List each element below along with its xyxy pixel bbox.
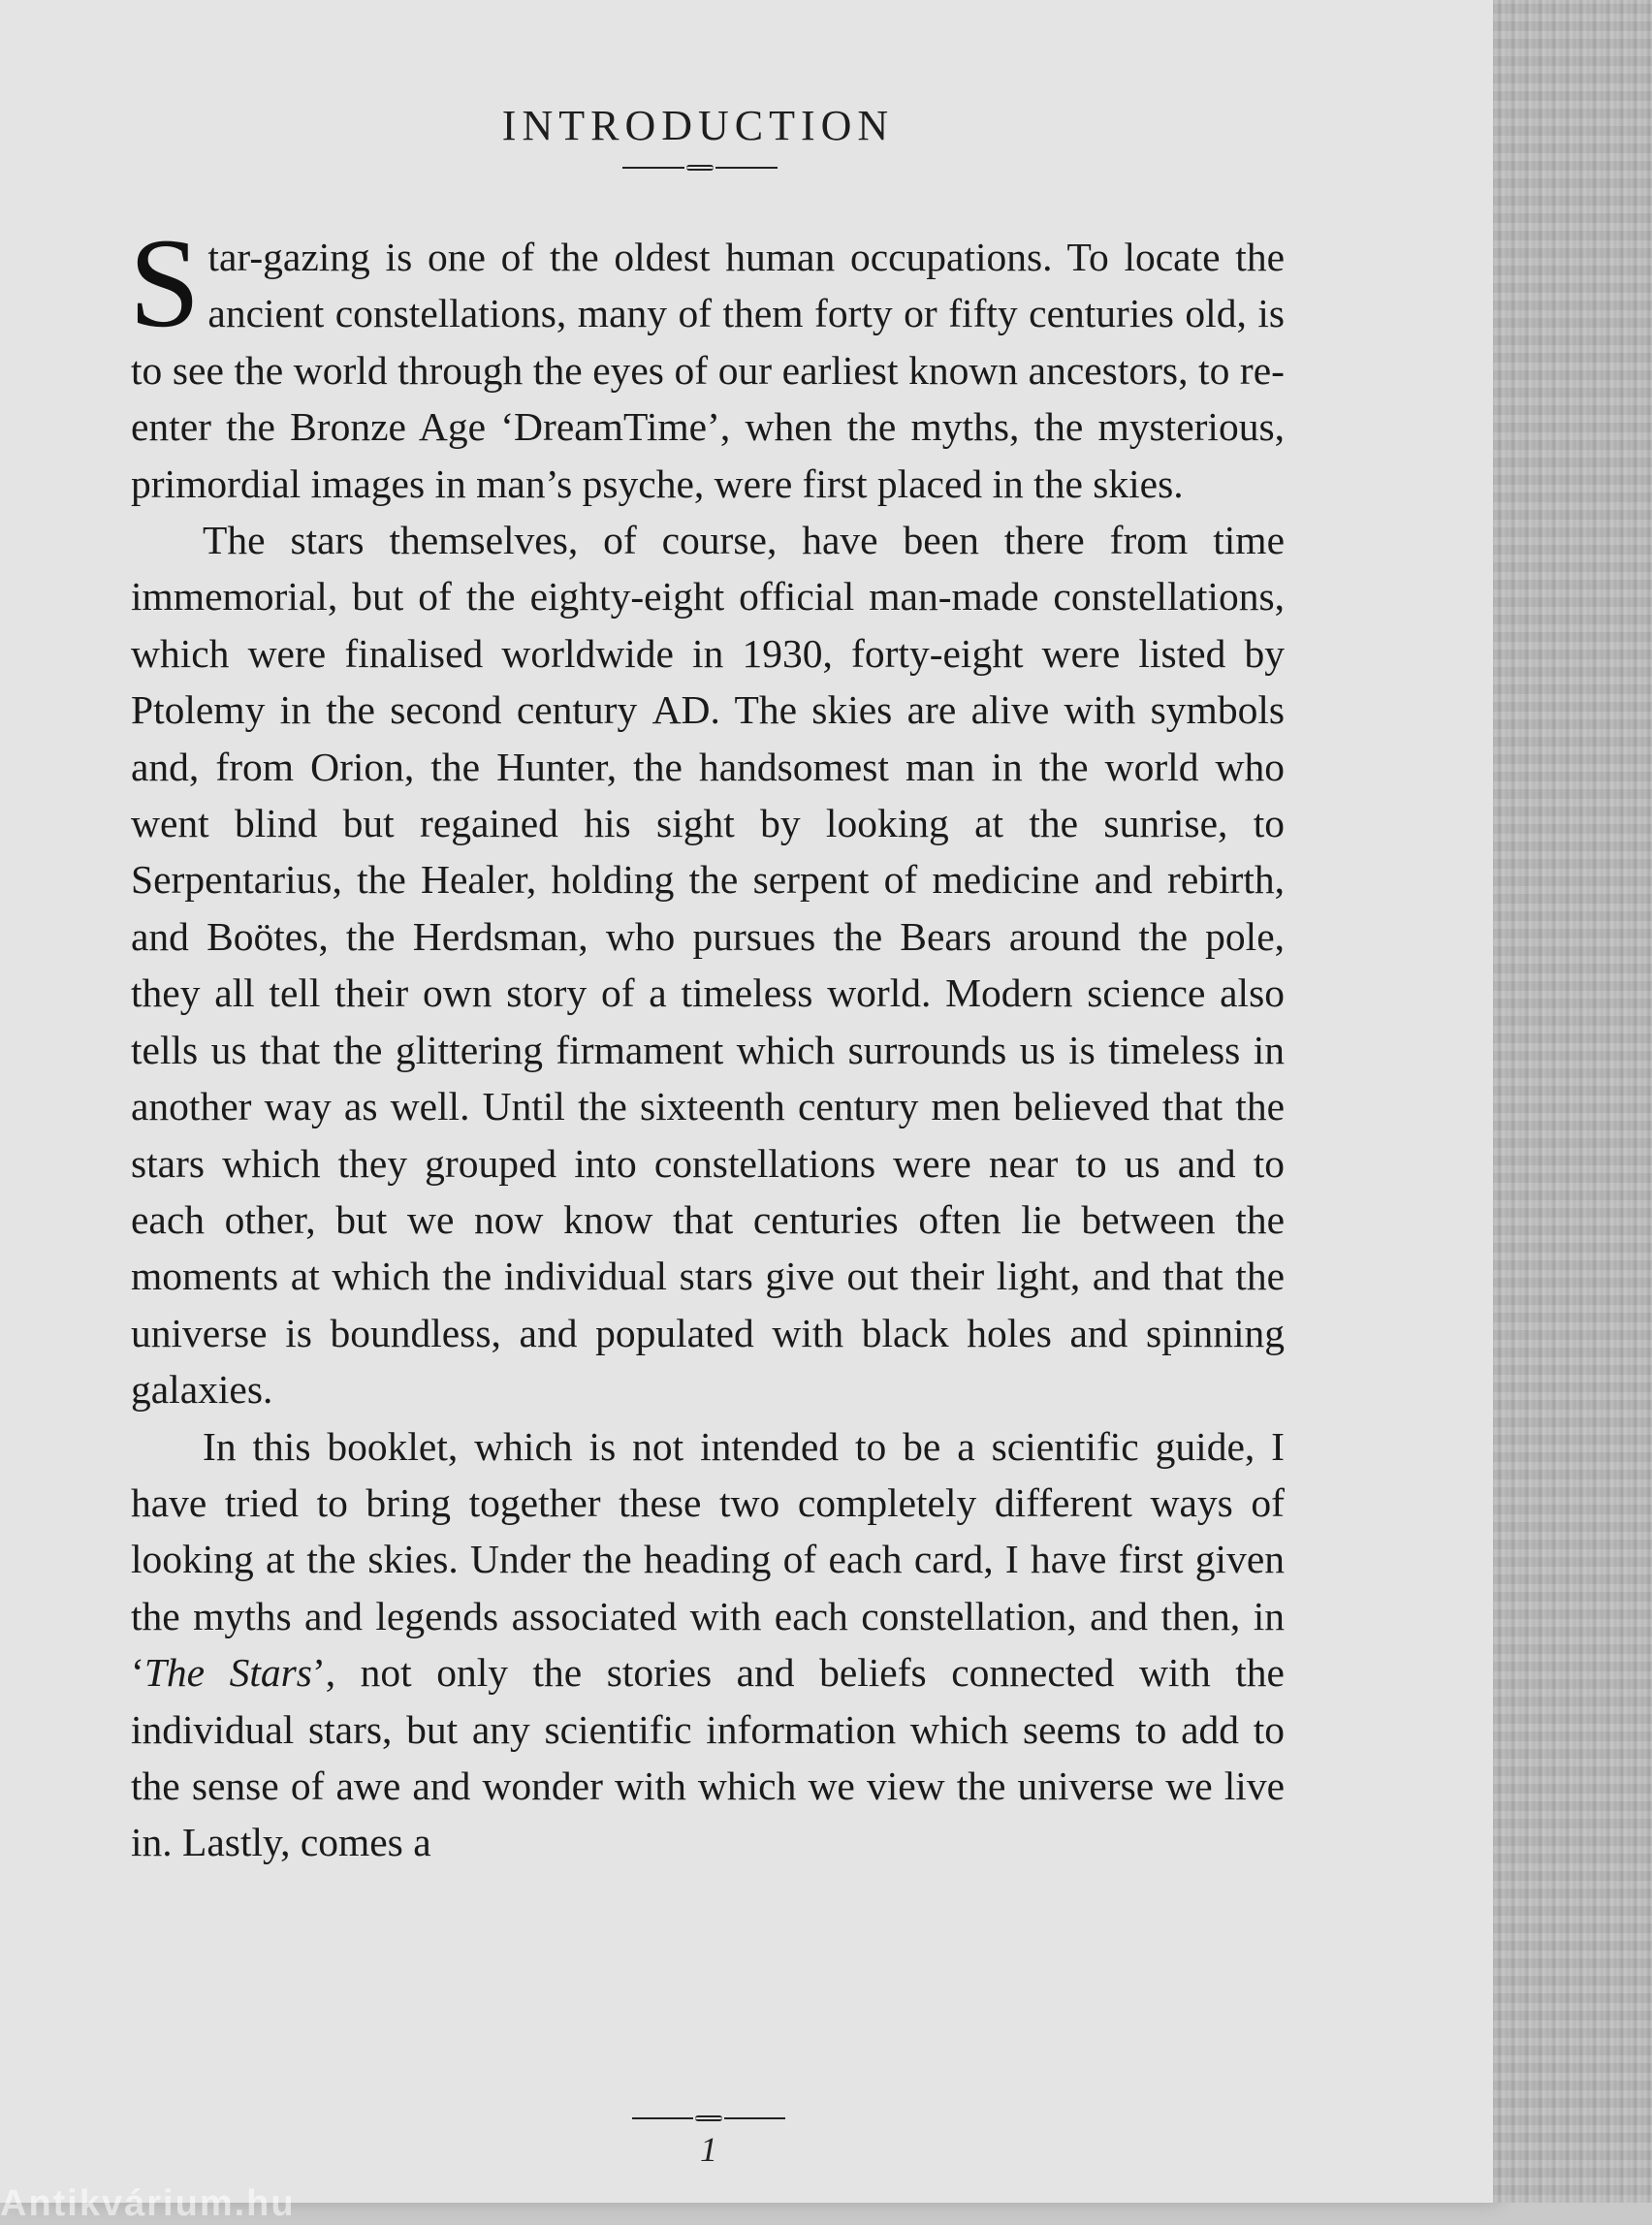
paragraph-3-text-after: ’, not only the stories and beliefs connected with the individual stars, but any scientific information which seems to add to the sense of awe and wonder with which we view the universe we live in. Lastly, comes a [131,1650,1285,1865]
footer-rule-line-left [632,2117,693,2119]
paragraph-3 [131,1418,1285,1871]
footer-ornament-rule [632,2115,785,2121]
paragraph-1 [129,211,1285,512]
era-abbreviation: AD [651,687,711,733]
facing-page-edge [1493,0,1652,2203]
paragraph-2-text-before: The stars themselves, of course, have been there from time immemorial, but of the eighty-eight official man-made constellations, which were finalised worldwide in 1930, forty-eight were listed by Ptolemy in the second century [131,518,1285,733]
body-text [129,211,1286,1871]
paragraph-2 [131,512,1285,1418]
rule-ornament [686,165,714,171]
footer-rule-line-right [724,2117,785,2119]
section-title-italic: The Stars [143,1650,312,1696]
rule-line-left [622,167,684,169]
footer-rule-ornament [695,2115,722,2121]
page-number: 1 [700,2130,717,2169]
chapter-heading: INTRODUCTION [501,102,895,149]
paragraph-3-text-before: In this booklet, which is not intended to be a scientific guide, I have tried to bring together these two completely different ways of looking at the skies. Under the heading of each card, I have first given the myths and legends associated with each constellation, and then, in ‘ [131,1423,1285,1696]
paragraph-1-text: tar-gazing is one of the oldest human occupations. To locate the ancient constellations, many of them forty or fifty centuries old, is to see the world through the eyes of our earliest known ancestors, to re-enter the Bronze Age ‘DreamTime’, when the myths, the mysterious, primordial images in man’s psyche, were first placed in the skies. [131,235,1285,506]
watermark: Antikvárium.hu [0,2183,296,2224]
drop-cap: S [129,211,201,354]
paragraph-2-text-after: . The skies are alive with symbols and, from Orion, the Hunter, the handsomest man in the world who went blind but regained his sight by looking at the sunrise, to Serpentarius, the Healer, holding the serpent of medicine and rebirth, and Boötes, the Herdsman, who pursues the Bears around the pole, they all tell their own story of a timeless world. Modern science also tells us that the glittering firmament which surrounds us is timeless in another way as well. Until the sixteenth century men believed that the stars which they grouped into constellations were near to us and to each other, but we now know that centuries often lie between the moments at which the individual stars give out their light, and that the universe is boundless, and populated with black holes and spinning galaxies. [131,687,1286,1413]
rule-line-right [715,167,778,169]
heading-ornament-rule [622,165,778,171]
